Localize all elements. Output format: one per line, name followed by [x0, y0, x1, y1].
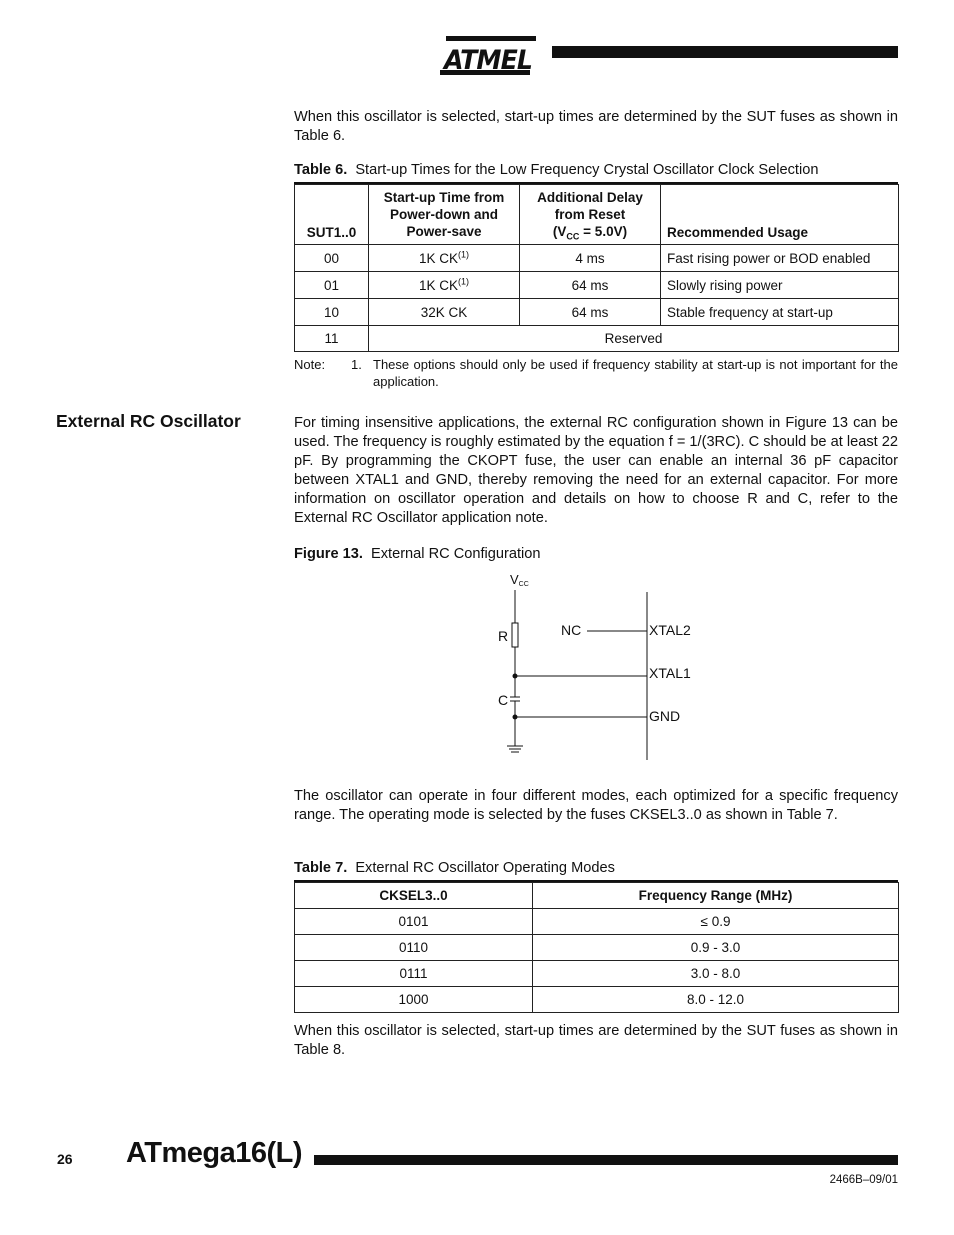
table-cell: 0111: [295, 961, 533, 987]
svg-text:R: R: [498, 628, 509, 644]
table-cell: 1K CK$^{(1)}$: [369, 245, 520, 272]
table-cell: 01: [295, 272, 369, 299]
table-cell: 8.0 - 12.0: [533, 987, 899, 1013]
table-cell: 11: [295, 326, 369, 352]
doc-id: 2466B–09/01: [829, 1174, 898, 1186]
footer-title: ATmega16(L): [126, 1137, 303, 1169]
table6-note: Note: 1. These options should only be used if frequency stability at start-up is not important for the application.: [294, 357, 898, 389]
table-cell: 64 ms: [520, 299, 661, 326]
table-row: [295, 272, 899, 299]
table7-header-freq: Frequency Range (MHz): [533, 883, 899, 909]
section-heading: External RC Oscillator: [56, 411, 241, 431]
svg-text:XTAL2: XTAL2: [649, 622, 691, 638]
table-row: [295, 961, 899, 987]
table6-header-usage: Recommended Usage: [661, 185, 899, 245]
table6-header-delay: Additional Delay from Reset $(V_{CC} = 5.0V)$: [520, 185, 661, 245]
table6: [294, 184, 899, 352]
table-cell: Fast rising power or BOD enabled: [661, 245, 899, 272]
table6-header-row: [295, 185, 899, 245]
svg-text:NC: NC: [561, 622, 582, 638]
table-cell: 0101: [295, 909, 533, 935]
table-row: [295, 909, 899, 935]
table-cell: Slowly rising power: [661, 272, 899, 299]
svg-text:VCC: VCC: [510, 572, 529, 588]
table-cell: 1K CK$^{(1)}$: [369, 272, 520, 299]
table-cell: 00: [295, 245, 369, 272]
footer-rule: [314, 1155, 898, 1165]
table-row: [295, 326, 899, 352]
table7-header-row: [295, 883, 899, 909]
rc-circuit-diagram: [490, 570, 710, 765]
table6-caption: Table 6. Start-up Times for the Low Frequency Crystal Oscillator Clock Selection: [294, 162, 819, 178]
svg-text:ATMEL: ATMEL: [442, 45, 532, 76]
table7: [294, 882, 899, 1013]
table-cell: 0.9 - 3.0: [533, 935, 899, 961]
table-cell: Reserved: [369, 326, 899, 352]
table6-header-startup: Start-up Time from Power-down and Power-save: [369, 185, 520, 245]
table-cell: 1000: [295, 987, 533, 1013]
table-cell: 10: [295, 299, 369, 326]
outro-paragraph: When this oscillator is selected, start-up times are determined by the SUT fuses as shown in Table 8.: [294, 1023, 898, 1058]
svg-text:GND: GND: [649, 708, 681, 724]
table-cell: 3.0 - 8.0: [533, 961, 899, 987]
header-rule: [552, 46, 898, 58]
table-row: [295, 245, 899, 272]
modes-paragraph: The oscillator can operate in four different modes, each optimized for a specific frequency range. The operating mode is selected by the fuses CKSEL3..0 as shown in Table 7.: [294, 788, 898, 823]
page-number: 26: [57, 1151, 73, 1167]
table-cell: 0110: [295, 935, 533, 961]
table-row: [295, 987, 899, 1013]
intro-paragraph: When this oscillator is selected, start-up times are determined by the SUT fuses as shown in Table 6.: [294, 109, 898, 144]
section-paragraph: For timing insensitive applications, the external RC configuration shown in Figure 13 can be used. The frequency is roughly estimated by the equation f = 1/(3RC). C should be at least 22 pF. By programming the CKOPT fuse, the user can enable an internal 36 pF capacitor between XTAL1 and GND, thereby removing the need for an external capacitor. For more information on oscillator operation and details on how to choose R and C, refer to the External RC Oscillator application note.: [294, 415, 898, 526]
atmel-logo: [440, 30, 538, 76]
table7-caption: Table 7. External RC Oscillator Operating Modes: [294, 860, 615, 876]
table-row: [295, 935, 899, 961]
svg-text:C: C: [498, 692, 509, 708]
table-cell: 32K CK: [369, 299, 520, 326]
table-cell: Stable frequency at start-up: [661, 299, 899, 326]
table-cell: ≤ 0.9: [533, 909, 899, 935]
svg-text:XTAL1: XTAL1: [649, 665, 691, 681]
table-cell: 64 ms: [520, 272, 661, 299]
table-cell: 4 ms: [520, 245, 661, 272]
table7-header-cksel: CKSEL3..0: [295, 883, 533, 909]
figure13-caption: Figure 13. External RC Configuration: [294, 546, 541, 562]
table-row: [295, 299, 899, 326]
table6-header-sut: SUT1..0: [295, 185, 369, 245]
